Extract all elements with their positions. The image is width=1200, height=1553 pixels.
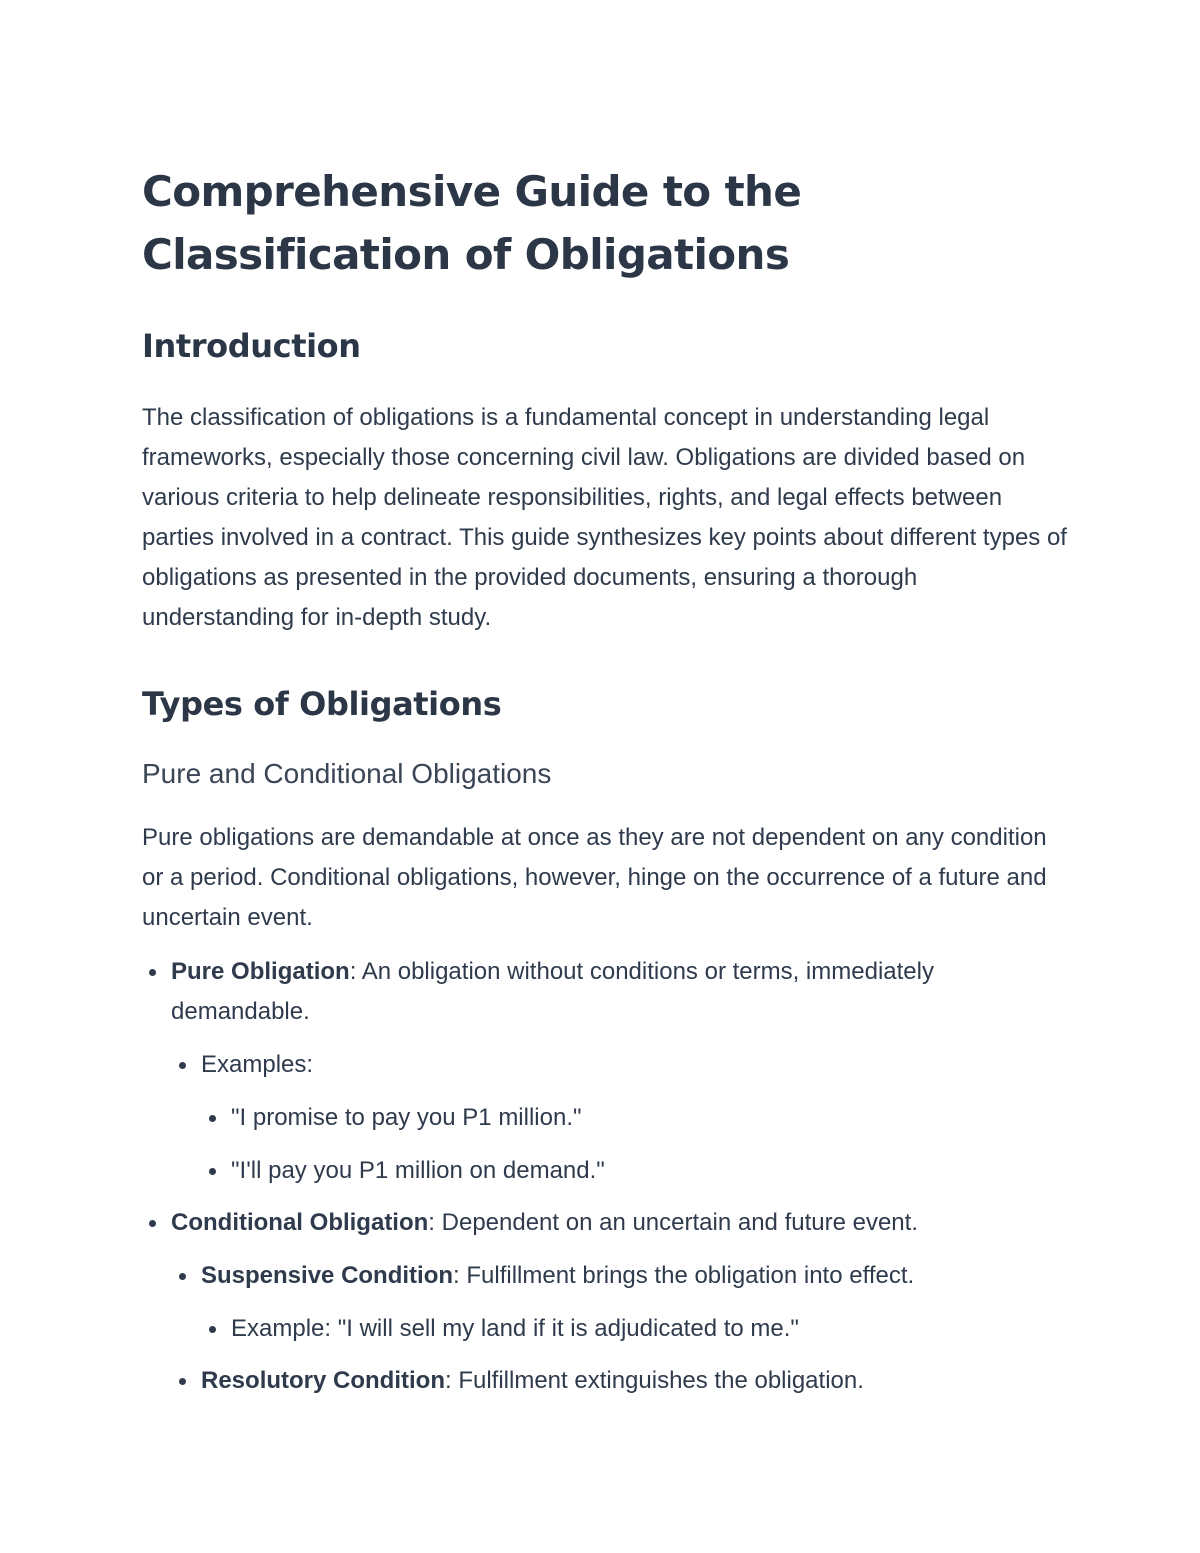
list-item-resolutory-condition (201, 1361, 1072, 1401)
types-heading: Types of Obligations (142, 685, 502, 723)
resolutory-condition-definition: : Fulfillment extinguishes the obligation. (444, 1367, 864, 1394)
title-line-1: Comprehensive Guide to the (142, 167, 802, 216)
examples-sublist (201, 1098, 1072, 1191)
pure-obligation-sublist (171, 1045, 1072, 1191)
document-page (142, 160, 1072, 1401)
document-title (142, 160, 1072, 286)
pure-conditional-heading: Pure and Conditional Obligations (142, 758, 552, 789)
title-line-2: Classification of Obligations (142, 230, 790, 279)
suspensive-condition-term: Suspensive Condition (201, 1262, 454, 1289)
introduction-heading: Introduction (142, 327, 361, 365)
obligation-list (142, 952, 1072, 1401)
conditional-obligation-term: Conditional Obligation (171, 1209, 429, 1236)
list-item-examples (201, 1045, 1072, 1191)
pure-conditional-paragraph: Pure obligations are demandable at once as they are not dependent on any condition or a period. Conditional obligations, however, hinge on the occurrence of a future and uncertain event. (142, 824, 1047, 931)
suspensive-condition-definition: : Fulfillment brings the obligation into effect. (453, 1262, 915, 1289)
introduction-paragraph: The classification of obligations is a fundamental concept in understanding legal frameworks, especially those concerning civil law. Obligations are divided based on various criteria to help delineate responsibilities, rights, and legal effects between parties involved in a contract. This guide synthesizes key points about different types of obligations as presented in the provided documents, ensuring a thorough understanding for in-depth study. (142, 404, 1067, 631)
conditional-obligation-definition: : Dependent on an uncertain and future event. (428, 1209, 918, 1236)
list-item-conditional-obligation (171, 1203, 1072, 1401)
examples-label: Examples: (201, 1051, 314, 1078)
resolutory-condition-term: Resolutory Condition (201, 1367, 445, 1394)
pure-obligation-term: Pure Obligation (171, 958, 350, 985)
list-item-example: Example: "I will sell my land if it is adjudicated to me." (231, 1309, 1072, 1349)
list-item-example: "I promise to pay you P1 million." (231, 1098, 1072, 1138)
pure-obligation-definition: : An obligation without conditions or terms, immediately demandable. (171, 958, 934, 1025)
list-item-pure-obligation (171, 952, 1072, 1191)
suspensive-sublist (201, 1309, 1072, 1349)
conditional-obligation-sublist (171, 1256, 1072, 1401)
list-item-example: "I'll pay you P1 million on demand." (231, 1151, 1072, 1191)
list-item-suspensive-condition (201, 1256, 1072, 1349)
